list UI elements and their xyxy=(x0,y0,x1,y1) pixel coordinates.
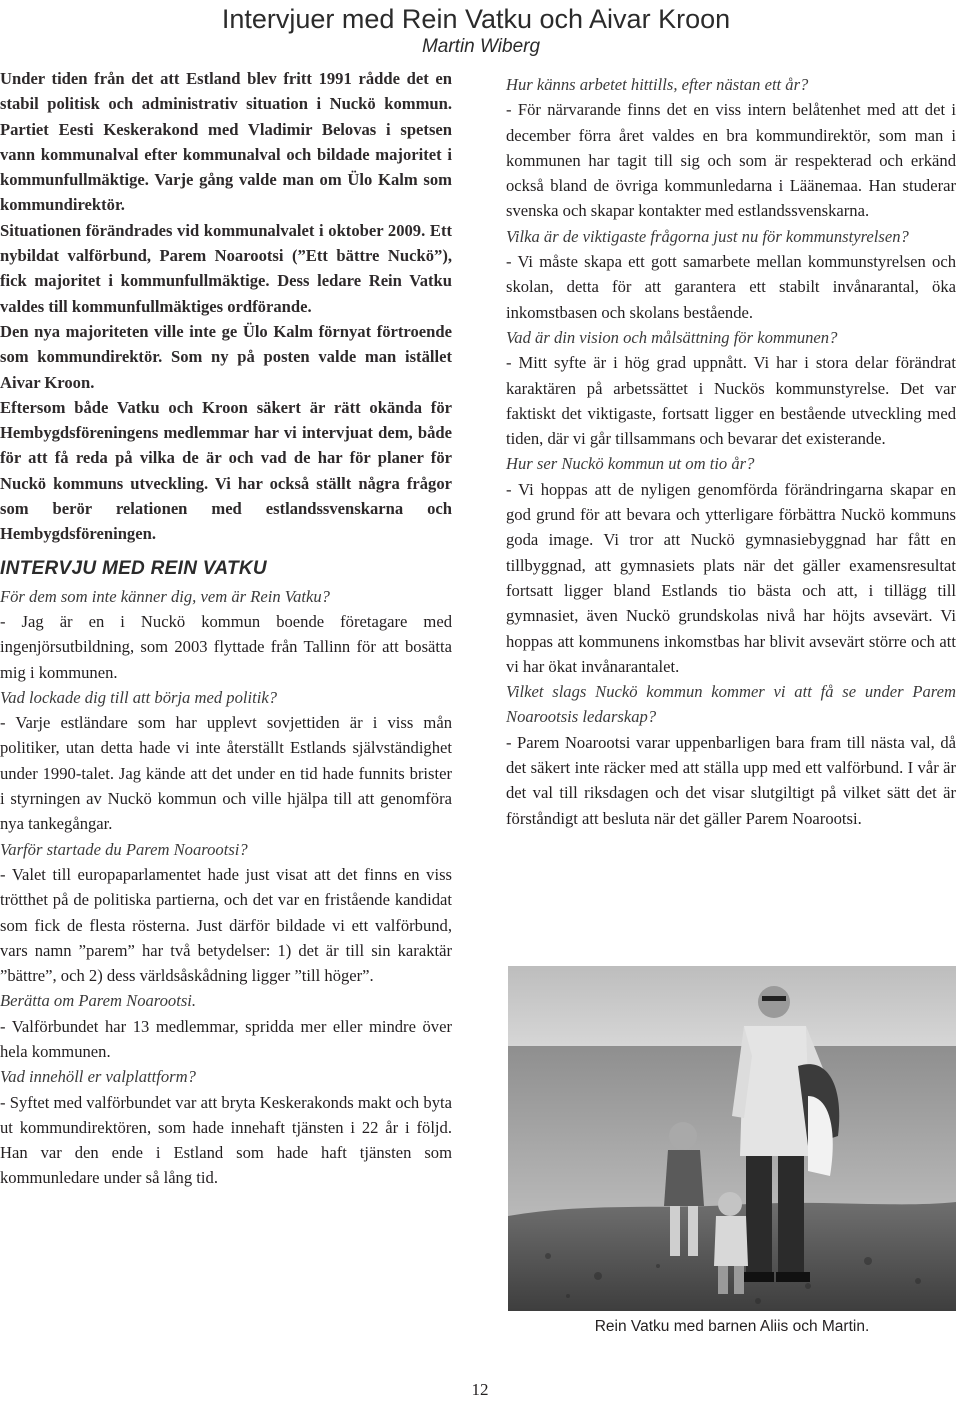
interview-question: Vad innehöll er valplattform? xyxy=(0,1067,196,1087)
interview-question: Berätta om Parem Noarootsi. xyxy=(0,991,197,1011)
interview-answer: - Jag är en i Nuckö kommun boende företagare med ingenjörsutbildning, som 2003 flyttade från Tallinn för att bosätta mig i kommunen. xyxy=(0,611,452,682)
intro-paragraph: Eftersom både Vatku och Kroon säkert är rätt okända för Hembygdsföreningens medlemmar har vi intervjuat dem, både för att få reda på vilka de är och vad de har för planer för Nuckö kommuns utveckling. Vi har också ställt några frågor som berör relationen med estlandssvenskarna och Hembygdsföreningen. xyxy=(0,397,452,544)
family-photo xyxy=(508,966,956,1311)
interview-question: Hur känns arbetet hittills, efter nästan ett år? xyxy=(506,75,809,94)
interview-answer: - Vi hoppas att de nyligen genomförda förändringarna skapar en god grund för att bevara och ytterligare förbättra Nuckö kommuns goda image. Vi tror att Nuckö gymnasiebyggnad har fått en tillbyggnad, att gymnasiets plats när det gäller examensresultat fortsatt ligger bland Estlands tio bästa och att, i tillägg till gymnasiet, även Nuckö grundskolas nivå har höjts avsevärt. Vi hoppas att kommunens inkomstbas har blivit avsevärt större och att vi har ökat invånarantalet. xyxy=(506,479,956,676)
interview-answer: - Valförbundet har 13 medlemmar, spridda mer eller mindre över hela kommunen. xyxy=(0,1016,452,1061)
intro-paragraph: Den nya majoriteten ville inte ge Ülo Kalm förnyat förtroende som kommundirektör. Som ny på posten valde man istället Aivar Kroon. xyxy=(0,321,452,392)
left-column xyxy=(0,66,452,1191)
interview-answer: - Valet till europaparlamentet hade just visat att det finns en viss trötthet på de politiska partierna, och det var en fristående kandidat som fick de flesta rösterna. Just därför bildade vi ett valförbund, vars namn ”parem” har två betydelser: 1) det är till sin karaktär ”bättre”, och 2) dess världsåskådning ligger ”till höger”. xyxy=(0,864,452,986)
intro-paragraph: Situationen förändrades vid kommunalvalet i oktober 2009. Ett nybildat valförbund, Parem Noarootsi (”Ett bättre Nuckö”), fick majoritet i kommunfullmäktige. Dess ledare Rein Vatku valdes till kommunfullmäktiges ordförande. xyxy=(0,220,452,316)
interview-question: Vilket slags Nuckö kommun kommer vi att få se under Parem Noarootsis ledarskap? xyxy=(506,682,956,727)
intro-paragraph: Under tiden från det att Estland blev fritt 1991 rådde det en stabil politisk och administrativ situation i Nuckö kommun. Partiet Eesti Keskerakond med Vladimir Belovas i spetsen vann kommunalval efter kommunalval och bildade majoritet i kommunfullmäktige. Varje gång valde man om Ülo Kalm som kommundirektör. xyxy=(0,69,452,215)
right-column xyxy=(506,72,956,831)
interview-answer: - Parem Noarootsi varar uppenbarligen bara fram till nästa val, då det säkert inte räcker med att ställa upp med ett valförbund. I vår är det val till riksdagen och det visar slutgiltigt på vilket sätt det är förståndigt att besluta när det gäller Parem Noarootsi. xyxy=(506,732,956,828)
page-title: Intervjuer med Rein Vatku och Aivar Kroon xyxy=(221,4,731,34)
beach-photo-illustration xyxy=(508,966,956,1311)
section-heading: INTERVJU MED REIN VATKU xyxy=(0,557,267,579)
interview-question: Vad är din vision och målsättning för kommunen? xyxy=(506,327,838,347)
interview-question: Vilka är de viktigaste frågorna just nu för kommunstyrelsen? xyxy=(506,226,909,246)
interview-answer: - Mitt syfte är i hög grad uppnått. Vi har i stora delar förändrat karaktären på arbetssättet i Nuckös kommunstyrelse. Det var faktiskt det viktigaste, fortsatt ligger en bestående utveckling med tiden, där vi går tillsammans och bevarar det existerande. xyxy=(506,353,956,449)
interview-answer: - Syftet med valförbundet var att bryta Keskerakonds makt och byta ut kommundirektören, som hade innehaft tjänsten i 22 år i följd. Han var den ende i Estland som hade haft tjänsten som kommunledare under så lång tid. xyxy=(0,1092,452,1188)
interview-question: Varför startade du Parem Noarootsi? xyxy=(0,839,248,859)
interview-answer: - För närvarande finns det en viss intern belåtenhet med att det i december förra året valdes en bra kommundirektör, som man i kommunen har tagit till sig och som är respekterad och erkänd också bland de övriga kommunledarna i Läänemaa. Han studerar svenska och skapar kontakter med estlandssvenskarna. xyxy=(506,100,956,221)
photo-caption: Rein Vatku med barnen Aliis och Martin. xyxy=(594,1318,870,1335)
page-number: 12 xyxy=(471,1380,489,1399)
interview-question: För dem som inte känner dig, vem är Rein Vatku? xyxy=(0,586,330,606)
interview-question: Hur ser Nuckö kommun ut om tio år? xyxy=(506,454,755,474)
interview-question: Vad lockade dig till att börja med politik? xyxy=(0,687,277,707)
interview-answer: - Vi måste skapa ett gott samarbete mellan kommunstyrelsen och skolan, detta för att garantera ett stabilt invånarantal, öka inkomstbasen och skolans bestående. xyxy=(506,252,956,322)
interview-answer: - Varje estländare som har upplevt sovjettiden är i viss mån politiker, utan detta hade vi inte återställt Estlands självständighet under 1990-talet. Jag kände att det under en tid hade funnits brister i styrningen av Nuckö kommun och ville hjälpa till att genomföra nya tankegångar. xyxy=(0,713,452,834)
author-byline: Martin Wiberg xyxy=(421,36,541,57)
